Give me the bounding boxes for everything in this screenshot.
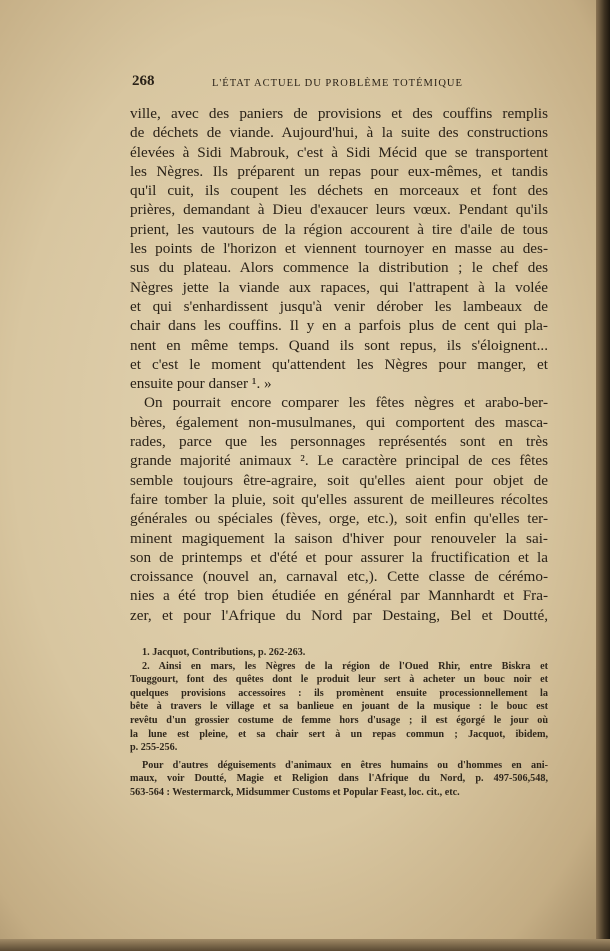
body-line: zer, et pour l'Afrique du Nord par Destaing, Bel et Doutté,	[130, 606, 548, 624]
footnote-line: 563-564 : Westermarck, Midsummer Customs et Popular Feast, loc. cit., etc.	[130, 786, 460, 798]
page-bottom-edge	[0, 939, 610, 951]
body-line: prières, demandant à Dieu d'exaucer leurs vœux. Pendant qu'ils	[130, 201, 548, 219]
body-line: et c'est le moment qu'attendent les Nègres pour manger, et	[130, 355, 548, 373]
body-line: élevées à Sidi Mabrouk, c'est à Sidi Mécid que se transportent	[130, 143, 548, 161]
running-title: L'ÉTAT ACTUEL DU PROBLÈME TOTÉMIQUE	[212, 78, 463, 89]
footnote-line: quelques provisions accessoires : ils promènent ensuite processionnellement la	[130, 687, 548, 699]
footnote-line: maux, voir Doutté, Magie et Religion dans l'Afrique du Nord, p. 497-506,548,	[130, 773, 548, 785]
body-line: Nègres jette la viande aux rapaces, qui l'attrapent à la volée	[130, 278, 548, 296]
body-line: rades, parce que les personnages représentés sont en très	[130, 433, 548, 451]
footnote-line: revêtu d'un grossier costume de femme hors d'usage ; il est égorgé le jour où	[130, 714, 548, 726]
body-line: de déchets de viande. Aujourd'hui, à la suite des constructions	[130, 124, 548, 142]
body-line: nent en même temps. Quand ils sont repus, ils s'éloignent...	[130, 336, 548, 354]
footnote-line: 1. Jacquot, Contributions, p. 262-263.	[142, 647, 306, 658]
body-line: ville, avec des paniers de provisions et des couffins remplis	[130, 105, 548, 122]
footnote-line: 2. Ainsi en mars, les Nègres de la région de l'Oued Rhir, entre Biskra et	[142, 660, 548, 672]
page-header	[132, 73, 552, 93]
body-line: bères, également non-musulmanes, qui comportent des masca-	[130, 413, 548, 431]
body-line: les points de l'horizon et viennent tournoyer en masse au des-	[130, 240, 548, 258]
body-line: grande majorité animaux ². Le caractère principal de ces fêtes	[130, 452, 548, 470]
body-line: On pourrait encore comparer les fêtes nègres et arabo-ber-	[144, 394, 548, 412]
body-line: les Nègres. Ils préparent un repas pour eux-mêmes, et tandis	[130, 162, 548, 180]
footnote-line: Touggourt, font des quêtes dont le produit leur sert à acheter un bouc noir et	[130, 674, 548, 686]
body-line: faire tomber la pluie, soit qu'elles assurent de meilleures récoltes	[130, 490, 548, 508]
body-line: ensuite pour danser ¹. »	[130, 375, 272, 393]
footnote-line: la lune est pleine, et sa chair sert à un repas commun ; Jacquot, ibidem,	[130, 728, 548, 740]
footnotes	[130, 646, 548, 800]
body-line: générales ou spéciales (fèves, orge, etc.), soit enfin qu'elles ter-	[130, 510, 548, 528]
body-line: qu'il cuit, ils coupent les déchets en morceaux et font des	[130, 182, 548, 200]
body-line: semble toujours être-agraire, soit qu'elles aient pour objet de	[130, 471, 548, 489]
page-edge-shadow	[596, 0, 610, 951]
footnote-line: bête à travers le village et sa banlieue en jouant de la musique : le bouc est	[130, 701, 548, 713]
body-line: et qui s'enhardissent jusqu'à venir dérober les lambeaux de	[130, 297, 548, 315]
footnote-line: Pour d'autres déguisements d'animaux en êtres humains ou d'hommes en ani-	[142, 759, 548, 771]
body-line: son de printemps et d'été et pour assurer la fructification et la	[130, 548, 548, 566]
body-line: nies a été trop bien étudiée en général par Mannhardt et Fra-	[130, 587, 548, 605]
body-line: minent magiquement la saison d'hiver pour renouveler la sai-	[130, 529, 548, 547]
body-line: croissance (nouvel an, carnaval etc,). Cette classe de cérémo-	[130, 568, 548, 586]
body-text	[130, 104, 548, 625]
body-line: sus du plateau. Alors commence la distribution ; le chef des	[130, 259, 548, 277]
body-line: prient, les vautours de la région accourent à tire d'aile de tous	[130, 220, 548, 238]
footnote-line: p. 255-256.	[130, 742, 178, 754]
page-number: 268	[132, 73, 155, 89]
body-line: chair dans les couffins. Il y en a parfois plus de cent qui pla-	[130, 317, 548, 335]
